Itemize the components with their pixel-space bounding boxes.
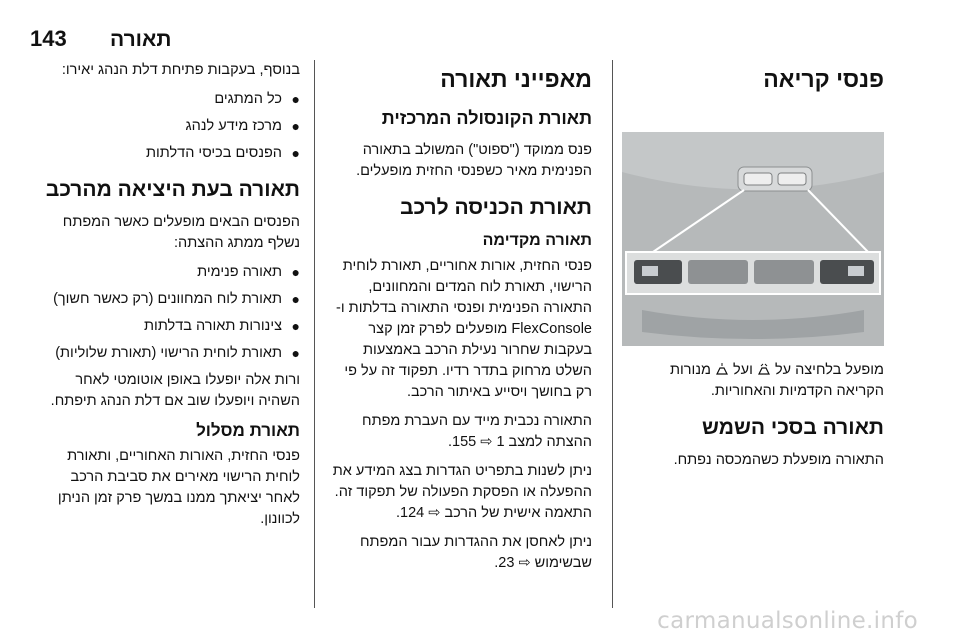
page-number: 143 [30, 26, 67, 51]
bullet-icon: ● [291, 345, 300, 361]
bullet-icon: ● [291, 91, 300, 107]
exit-lighting-after-text: ורות אלה יופעלו באופן אוטומטי לאחר השהיה ויופעלו שוב אם דלת הנהג תיפתח. [50, 372, 300, 409]
section-heading-sun-visor-lights: תאורה בסכי השמש [702, 416, 884, 439]
reading-light-photo [622, 132, 884, 346]
list-item: ● צינורות תאורה בדלתות [38, 316, 300, 337]
list-item: ● תאורת לוחית הרישוי (תאורת שלוליות) [38, 343, 300, 364]
ignition-off-text: התאורה נכבית מייד עם העברת מפתח ההצתה למצב 1 ⇨ 155. [362, 413, 592, 450]
section-heading-exit-lighting: תאורה בעת היציאה מהרכב [45, 178, 300, 201]
exit-lighting-text: הפנסים הבאים מופעלים כאשר המפתח נשלף ממתג ההצתה: [62, 214, 300, 251]
column-divider [314, 60, 315, 608]
bullet-icon: ● [291, 145, 300, 161]
door-open-text: בנוסף, בעקבות פתיחת דלת הנהג יאירו: [61, 62, 300, 78]
column-left [38, 60, 300, 538]
reading-light-note: מופעל בלחיצה על ועל מנורות הקריאה הקדמיות והאחוריות. [670, 362, 884, 399]
page-header [0, 0, 960, 58]
bullet-icon: ● [291, 291, 300, 307]
subheading-entry-lighting: תאורת הכניסה לרכב [400, 196, 592, 219]
list-item: ● תאורת לוח המחוונים (רק כאשר חשוך) [38, 289, 300, 310]
reading-lamp-rear-icon [715, 363, 729, 376]
section-heading-lighting-features: מאפייני תאורה [440, 66, 592, 92]
bullet-icon: ● [291, 118, 300, 134]
bullet-icon: ● [291, 318, 300, 334]
subheading-welcome-lighting: תאורה מקדימה [482, 232, 592, 249]
path-lighting-text: פנסי החזית, האורות האחוריים, ותאורת לוחית הרישוי מאירים את סביבת הרכב לאחר יציאתך ממנו במשך פרק זמן הניתן לכוונון. [57, 448, 300, 527]
list-item: ● הפנסים בכיסי הדלתות [38, 143, 300, 164]
settings-menu-text: ניתן לשנות בתפריט הגדרות בצג המידע את ההפעלה או הפסקת הפעולה של תפקוד זה. התאמה אישית של הרכב ⇨ 124. [332, 463, 592, 521]
bullet-icon: ● [291, 264, 300, 280]
list-item: ● כל המתגים [38, 89, 300, 110]
chapter-title: תאורה [110, 28, 172, 51]
reading-light-illustration [622, 132, 884, 346]
column-divider [612, 60, 613, 608]
exit-lighting-list [38, 262, 300, 364]
welcome-lighting-text: פנסי החזית, אורות אחוריים, תאורת לוחית הרישוי, תאורת לוח המדים והמחוונים, התאורה הפנימית ופנסי התאורה בדלתות ו-FlexConsole מופעלים לפרק זמן קצר בעקבות שחרור נעילת הרכב באמצעות השלט מרחוק בתדר רדיו. תפקוד זה על פי רק בחושך ויסייע באיתור הרכב. [336, 258, 592, 400]
list-item: ● מרכז מידע לנהג [38, 116, 300, 137]
key-settings-text: ניתן לאחסן את ההגדרות עבור המפתח שבשימוש ⇨ 23. [359, 534, 592, 571]
section-heading-reading-lights: פנסי קריאה [763, 66, 884, 92]
reading-lamp-front-icon [757, 363, 771, 376]
watermark: carmanualsonline.info [657, 608, 918, 634]
column-right [622, 60, 884, 479]
list-item: ● תאורה פנימית [38, 262, 300, 283]
subheading-central-console: תאורת הקונסולה המרכזית [381, 108, 592, 128]
door-open-list [38, 89, 300, 164]
central-console-text: פנס ממוקד ("ספוט") המשולב בתאורה הפנימית מאיר כשפנסי החזית מופעלים. [356, 142, 592, 179]
column-middle [330, 60, 592, 582]
subheading-path-lighting: תאורת מסלול [196, 421, 300, 440]
sun-visor-text: התאורה מופעלת כשהמכסה נפתח. [673, 452, 884, 468]
